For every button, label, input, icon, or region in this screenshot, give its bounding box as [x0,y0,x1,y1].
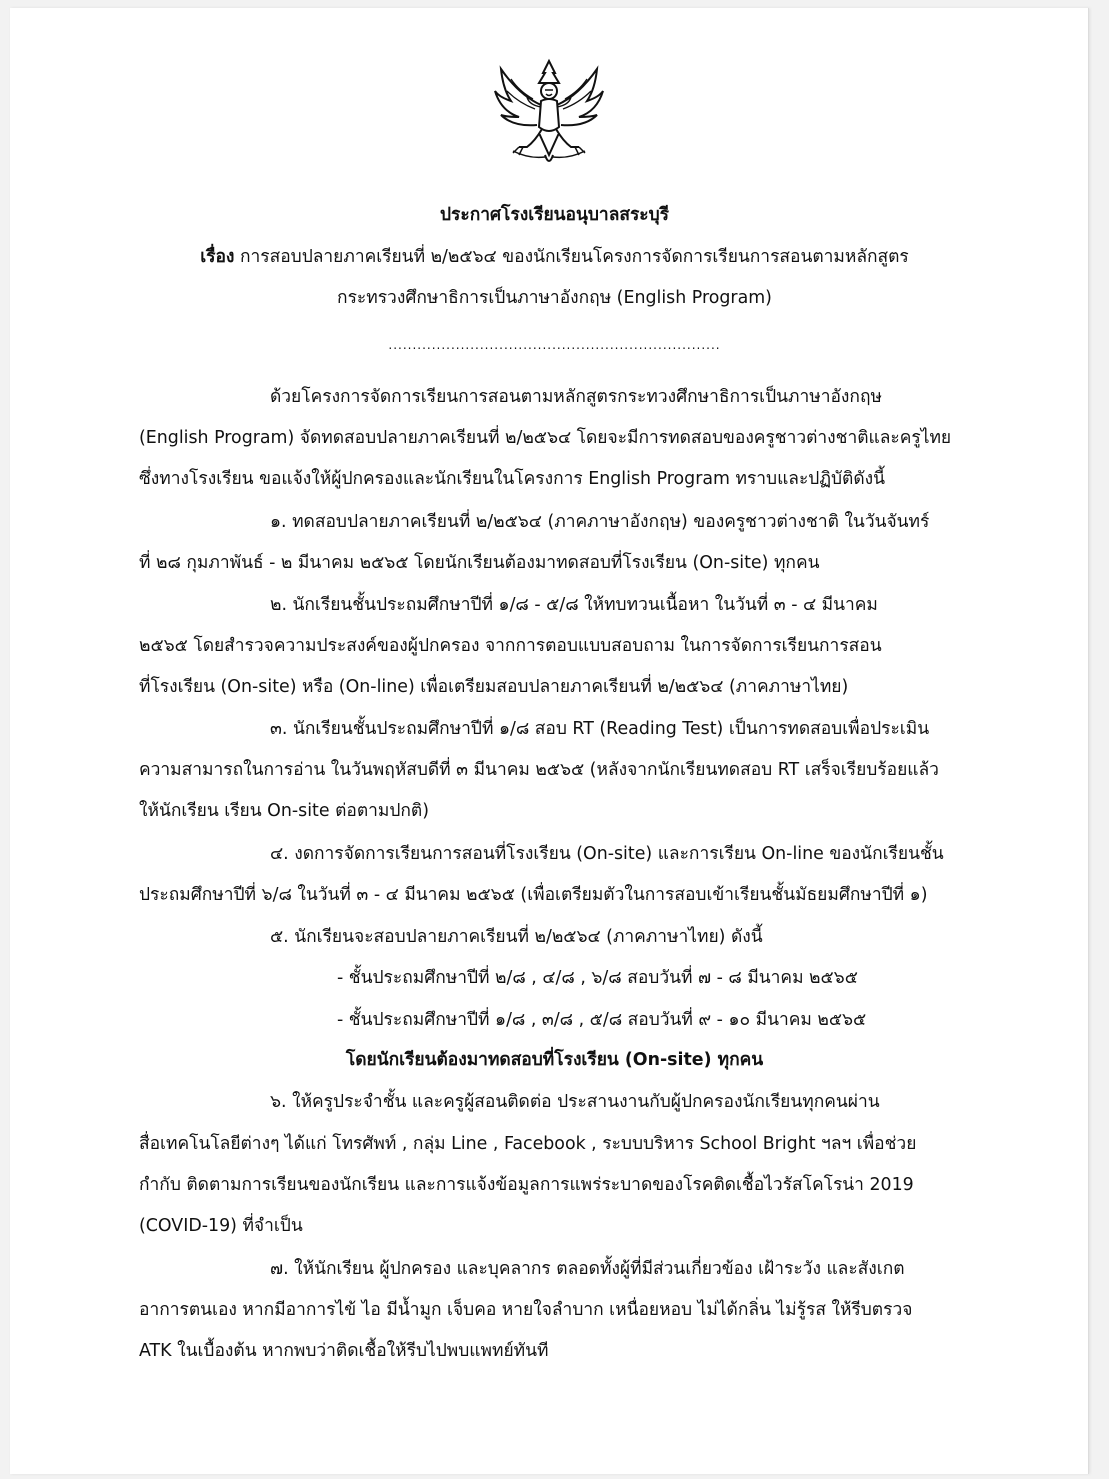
title-separator: ..................................................................... [388,338,721,352]
item-4-line: ประถมศึกษาปีที่ ๖/๘ ในวันที่ ๓ - ๔ มีนาคม ๒๕๖๕ (เพื่อเตรียมตัวในการสอบเข้าเรียนชั้นมัธยมศึกษาปีที่ ๑) [139,885,928,905]
document-page [10,8,1089,1474]
item-3-line: ๓. นักเรียนชั้นประถมศึกษาปีที่ ๑/๘ สอบ RT (Reading Test) เป็นการทดสอบเพื่อประเมิน [270,719,930,739]
subject-prefix: เรื่อง [200,247,235,267]
item-2-line: ที่โรงเรียน (On-site) หรือ (On-line) เพื่อเตรียมสอบปลายภาคเรียนที่ ๒/๒๕๖๔ (ภาคภาษาไทย) [139,677,849,697]
item-5-line: ๕. นักเรียนจะสอบปลายภาคเรียนที่ ๒/๒๕๖๔ (ภาคภาษาไทย) ดังนี้ [270,927,763,947]
subject-text: การสอบปลายภาคเรียนที่ ๒/๒๕๖๔ ของนักเรียนโครงการจัดการเรียนการสอนตามหลักสูตร [234,247,909,267]
subject-line-1 [0,245,1109,269]
schedule-entry: - ชั้นประถมศึกษาปีที่ ๒/๘ , ๔/๘ , ๖/๘ สอบวันที่ ๗ - ๘ มีนาคม ๒๕๖๕ [337,968,858,988]
garuda-emblem-icon [489,55,609,175]
item-6-line: กำกับ ติดตามการเรียนของนักเรียน และการแจ้งข้อมูลการแพร่ระบาดของโรคติดเชื้อไวรัสโคโรน่า 2019 [139,1175,914,1195]
item-7-line: ๗. ให้นักเรียน ผู้ปกครอง และบุคลากร ตลอดทั้งผู้ที่มีส่วนเกี่ยวข้อง เฝ้าระวัง และสังเกต [270,1259,905,1279]
item-3-line: ให้นักเรียน เรียน On-site ต่อตามปกติ) [139,801,429,821]
item-1-line: ที่ ๒๘ กุมภาพันธ์ - ๒ มีนาคม ๒๕๖๕ โดยนักเรียนต้องมาทดสอบที่โรงเรียน (On-site) ทุกคน [139,553,820,573]
onsite-notice: โดยนักเรียนต้องมาทดสอบที่โรงเรียน (On-site) ทุกคน [345,1050,764,1070]
item-2-line: ๒. นักเรียนชั้นประถมศึกษาปีที่ ๑/๘ - ๕/๘ ให้ทบทวนเนื้อหา ในวันที่ ๓ - ๔ มีนาคม [270,595,878,615]
announcement-title: ประกาศโรงเรียนอนุบาลสระบุรี [439,205,670,225]
paragraph-line: ซึ่งทางโรงเรียน ขอแจ้งให้ผู้ปกครองและนักเรียนในโครงการ English Program ทราบและปฏิบัติดังนี้ [139,469,886,489]
schedule-entry: - ชั้นประถมศึกษาปีที่ ๑/๘ , ๓/๘ , ๕/๘ สอบวันที่ ๙ - ๑๐ มีนาคม ๒๕๖๕ [337,1010,867,1030]
item-6-line: สื่อเทคโนโลยีต่างๆ ได้แก่ โทรศัพท์ , กลุ่ม Line , Facebook , ระบบบริหาร School Bright ฯลฯ เพื่อช่วย [139,1134,917,1154]
item-6-line: ๖. ให้ครูประจำชั้น และครูผู้สอนติดต่อ ประสานงานกับผู้ปกครองนักเรียนทุกคนผ่าน [270,1092,880,1112]
paragraph-line: (English Program) จัดทดสอบปลายภาคเรียนที่ ๒/๒๕๖๔ โดยจะมีการทดสอบของครูชาวต่างชาติและครูไทย [139,428,952,448]
item-7-line: ATK ในเบื้องต้น หากพบว่าติดเชื้อให้รีบไปพบแพทย์ทันที [139,1341,549,1361]
item-2-line: ๒๕๖๕ โดยสำรวจความประสงค์ของผู้ปกครอง จากการตอบแบบสอบถาม ในการจัดการเรียนการสอน [139,636,882,656]
paragraph-line: ด้วยโครงการจัดการเรียนการสอนตามหลักสูตรกระทวงศึกษาธิการเป็นภาษาอังกฤษ [270,387,882,407]
subject-line-2: กระทรวงศึกษาธิการเป็นภาษาอังกฤษ (English Program) [337,288,772,308]
item-4-line: ๔. งดการจัดการเรียนการสอนที่โรงเรียน (On-site) และการเรียน On-line ของนักเรียนชั้น [270,844,944,864]
item-7-line: อาการตนเอง หากมีอาการไข้ ไอ มีน้ำมูก เจ็บคอ หายใจลำบาก เหนื่อยหอบ ไม่ได้กลิ่น ไม่รู้รส ให้รีบตรวจ [139,1300,913,1320]
item-6-line: (COVID-19) ที่จำเป็น [139,1216,303,1236]
item-3-line: ความสามารถในการอ่าน ในวันพฤหัสบดีที่ ๓ มีนาคม ๒๕๖๕ (หลังจากนักเรียนทดสอบ RT เสร็จเรียบร้อยแล้ว [139,760,939,780]
item-1-line: ๑. ทดสอบปลายภาคเรียนที่ ๒/๒๕๖๔ (ภาคภาษาอังกฤษ) ของครูชาวต่างชาติ ในวันจันทร์ [270,512,930,532]
